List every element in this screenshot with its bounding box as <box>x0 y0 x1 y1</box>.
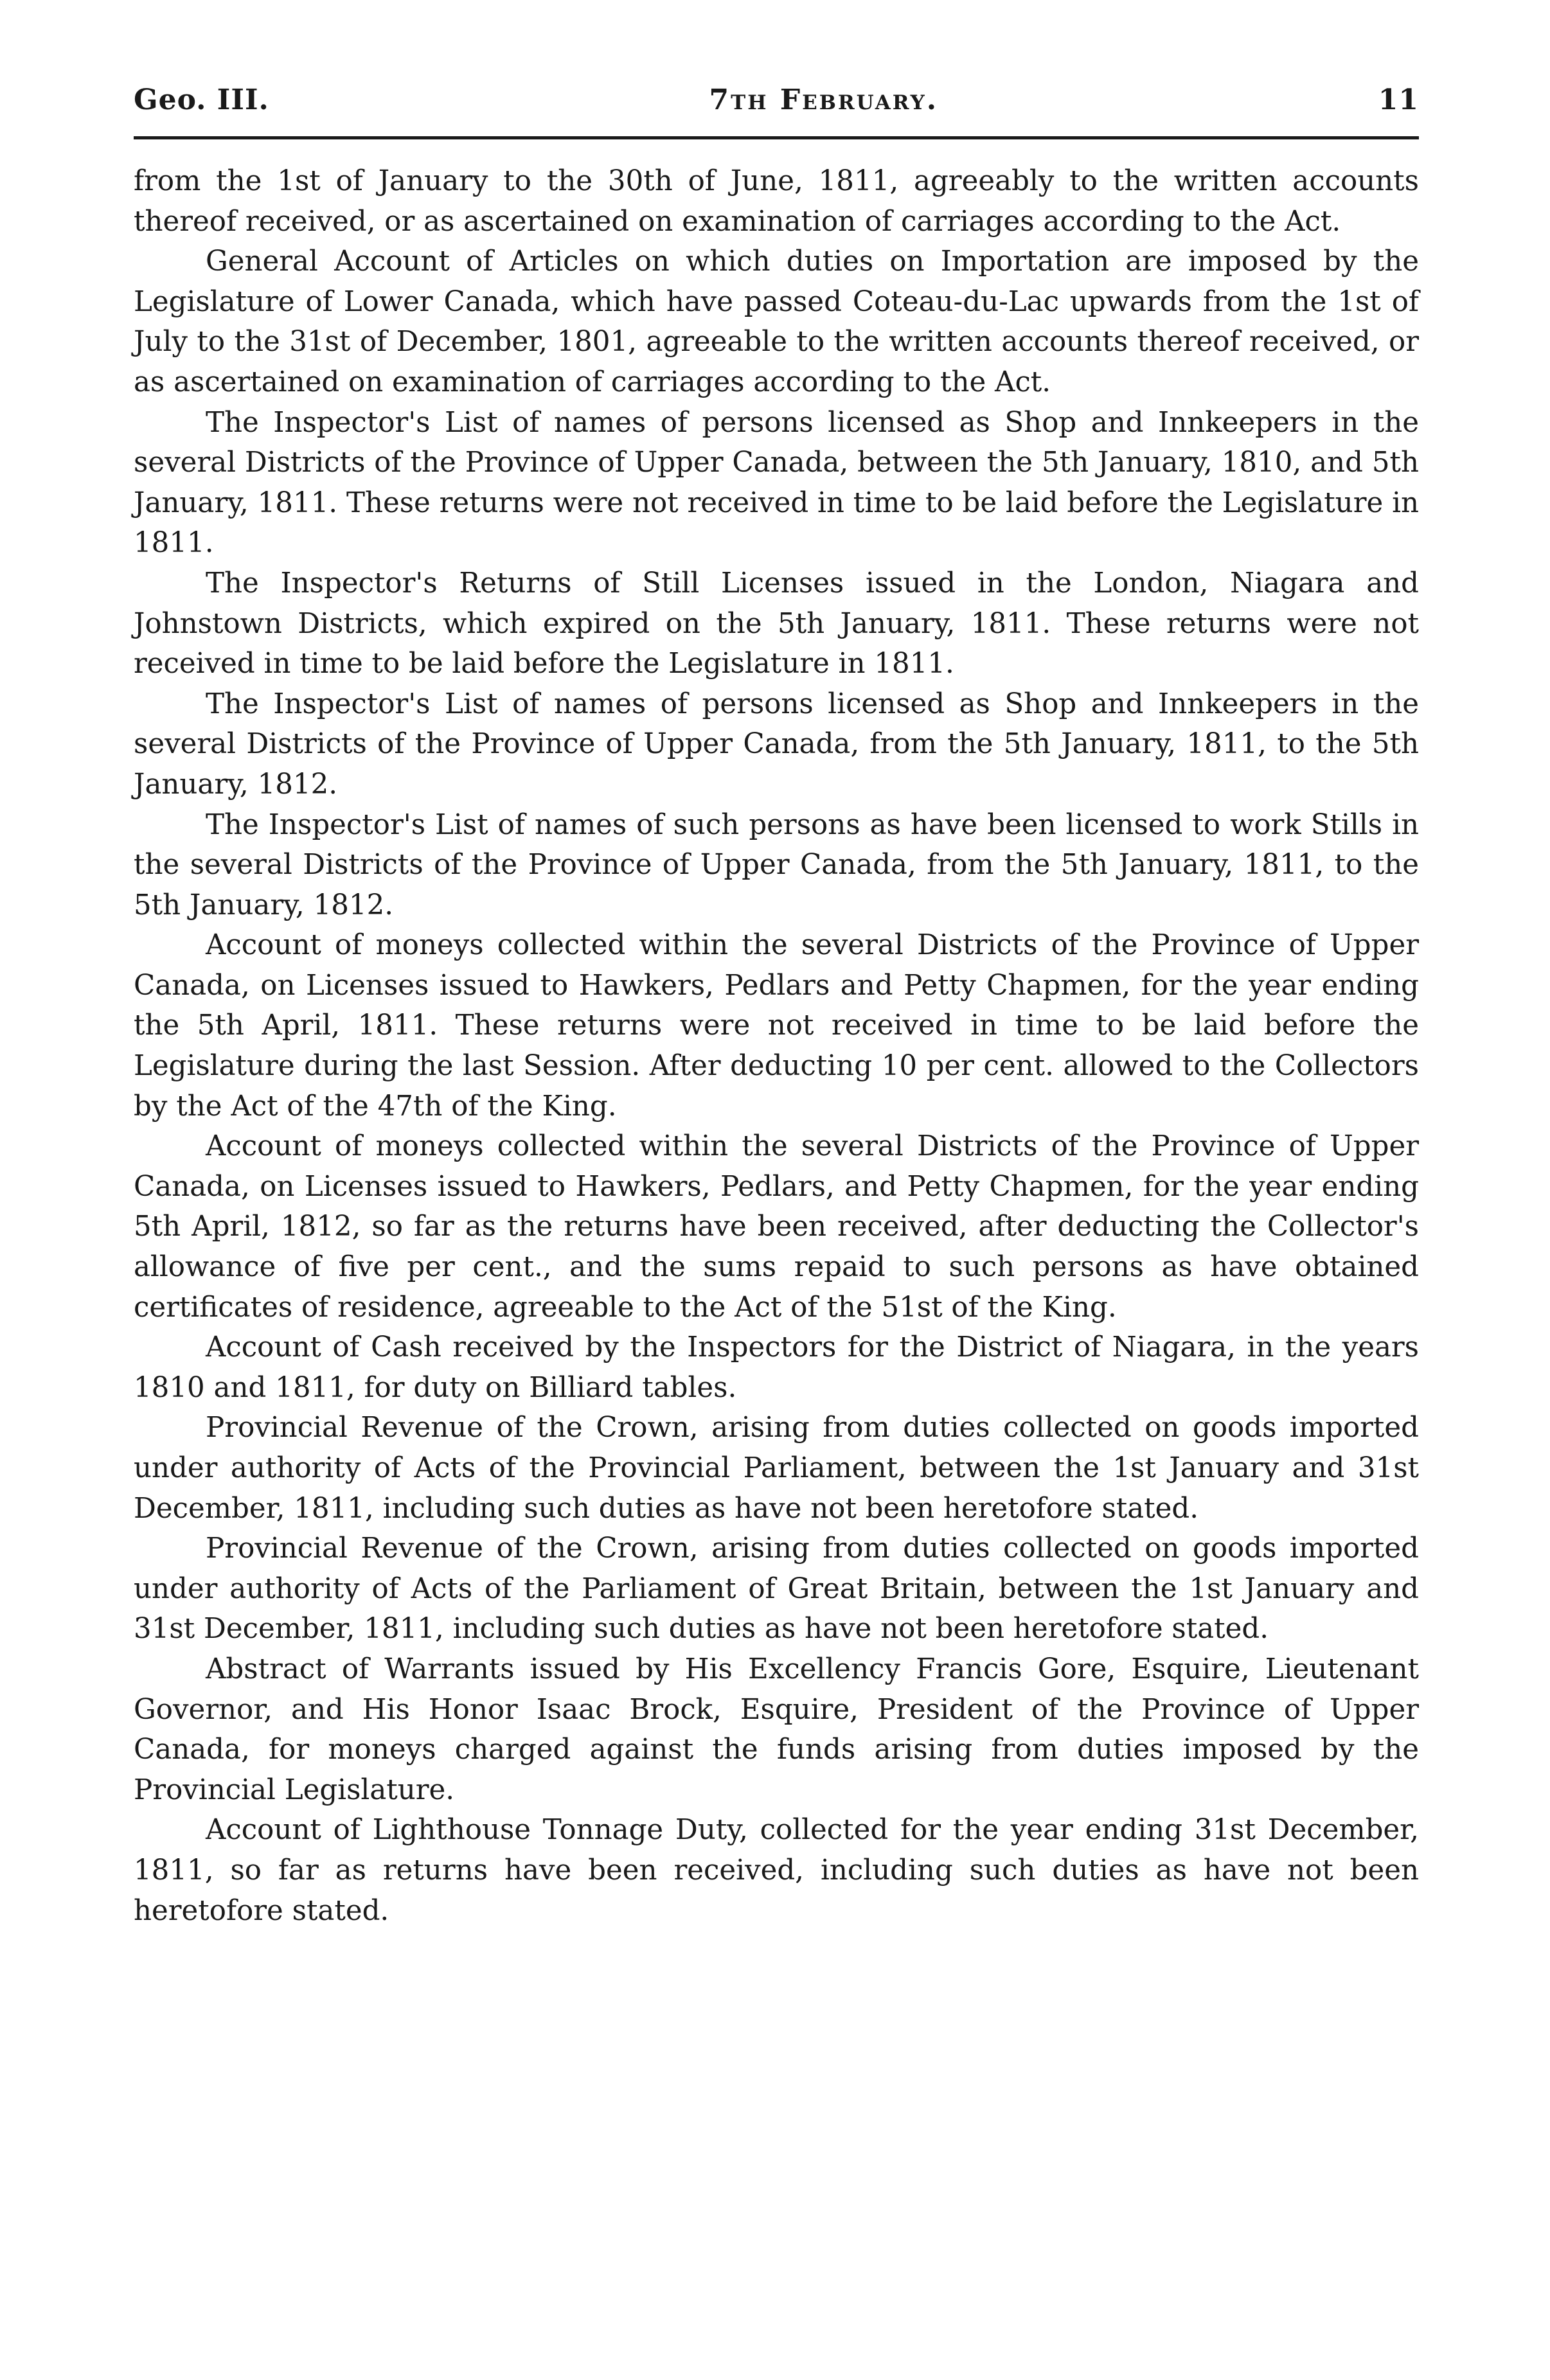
paragraph-stills-list: The Inspector's List of names of such persons as have been licensed to work Stills in the several Districts of the Province of Upper Canada, from the 5th January, 1811, to the 5th January, 1812. <box>134 808 1419 921</box>
paragraph-hawkers-1811: Account of moneys collected within the several Districts of the Province of Upper Canada, on Licenses issued to Hawkers, Pedlars and Petty Chapmen, for the year ending the 5th April, 1811. These returns were not received in time to be laid before the Legislature during the last Session. After deducting 10 per cent. allowed to the Collectors by the Act of the 47th of the King. <box>134 929 1419 1123</box>
running-header <box>134 84 1419 130</box>
paragraph-hawkers-1812: Account of moneys collected within the several Districts of the Province of Upper Canada, on Licenses issued to Hawkers, Pedlars, and Petty Chapmen, for the year ending 5th April, 1812, so far as the returns have been received, after deducting the Collector's allowance of five per cent., and the sums repaid to such persons as have obtained certificates of residence, agreeable to the Act of the 51st of the King. <box>134 1130 1419 1324</box>
paragraph-billiard-tables: Account of Cash received by the Inspectors for the District of Niagara, in the years 1810 and 1811, for duty on Billiard tables. <box>134 1331 1419 1404</box>
paragraph-provincial-revenue-2: Provincial Revenue of the Crown, arising from duties collected on goods imported under authority of Acts of the Parliament of Great Britain, between the 1st January and 31st December, 1811, including such duties as have not been heretofore stated. <box>134 1532 1419 1646</box>
paragraph-still-licenses: The Inspector's Returns of Still Licenses issued in the London, Niagara and Johnstown Districts, which expired on the 5th January, 1811. These returns were not received in time to be laid before the Legislature in 1811. <box>134 567 1419 680</box>
paragraph-lighthouse-duty: Account of Lighthouse Tonnage Duty, collected for the year ending 31st December, 1811, so far as returns have been received, including such duties as have not been heretofore stated. <box>134 1814 1419 1927</box>
date-heading: 7th February. <box>709 84 939 116</box>
document-page <box>134 84 1419 1931</box>
header-rule <box>134 136 1419 139</box>
paragraph-provincial-revenue-1: Provincial Revenue of the Crown, arising from duties collected on goods imported under authority of Acts of the Provincial Parliament, between the 1st January and 31st December, 1811, including such duties as have not been heretofore stated. <box>134 1412 1419 1525</box>
paragraph-abstract-warrants: Abstract of Warrants issued by His Excellency Francis Gore, Esquire, Lieutenant Governor, and His Honor Isaac Brock, Esquire, President of the Province of Upper Canada, for moneys charged against the funds arising from duties imposed by the Provincial Legislature. <box>134 1653 1419 1806</box>
paragraph-continuation: from the 1st of January to the 30th of June, 1811, agreeably to the written accounts thereof received, or as ascertained on examination of carriages according to the Act. <box>134 165 1419 238</box>
reign-label: Geo. III. <box>134 84 269 116</box>
paragraph-innkeepers-1811: The Inspector's List of names of persons licensed as Shop and Innkeepers in the several Districts of the Province of Upper Canada, from the 5th January, 1811, to the 5th January, 1812. <box>134 688 1419 801</box>
page-number: 11 <box>1378 84 1419 116</box>
paragraph-innkeepers-1810: The Inspector's List of names of persons licensed as Shop and Innkeepers in the several Districts of the Province of Upper Canada, between the 5th January, 1810, and 5th January, 1811. These returns were not received in time to be laid before the Legislature in 1811. <box>134 406 1419 560</box>
paragraph-general-account: General Account of Articles on which duties on Importation are imposed by the Legislature of Lower Canada, which have passed Coteau-du-Lac upwards from the 1st of July to the 31st of December, 1801, agreeable to the written accounts thereof received, or as ascertained on examination of carriages according to the Act. <box>134 245 1419 398</box>
body-text <box>134 161 1419 1931</box>
